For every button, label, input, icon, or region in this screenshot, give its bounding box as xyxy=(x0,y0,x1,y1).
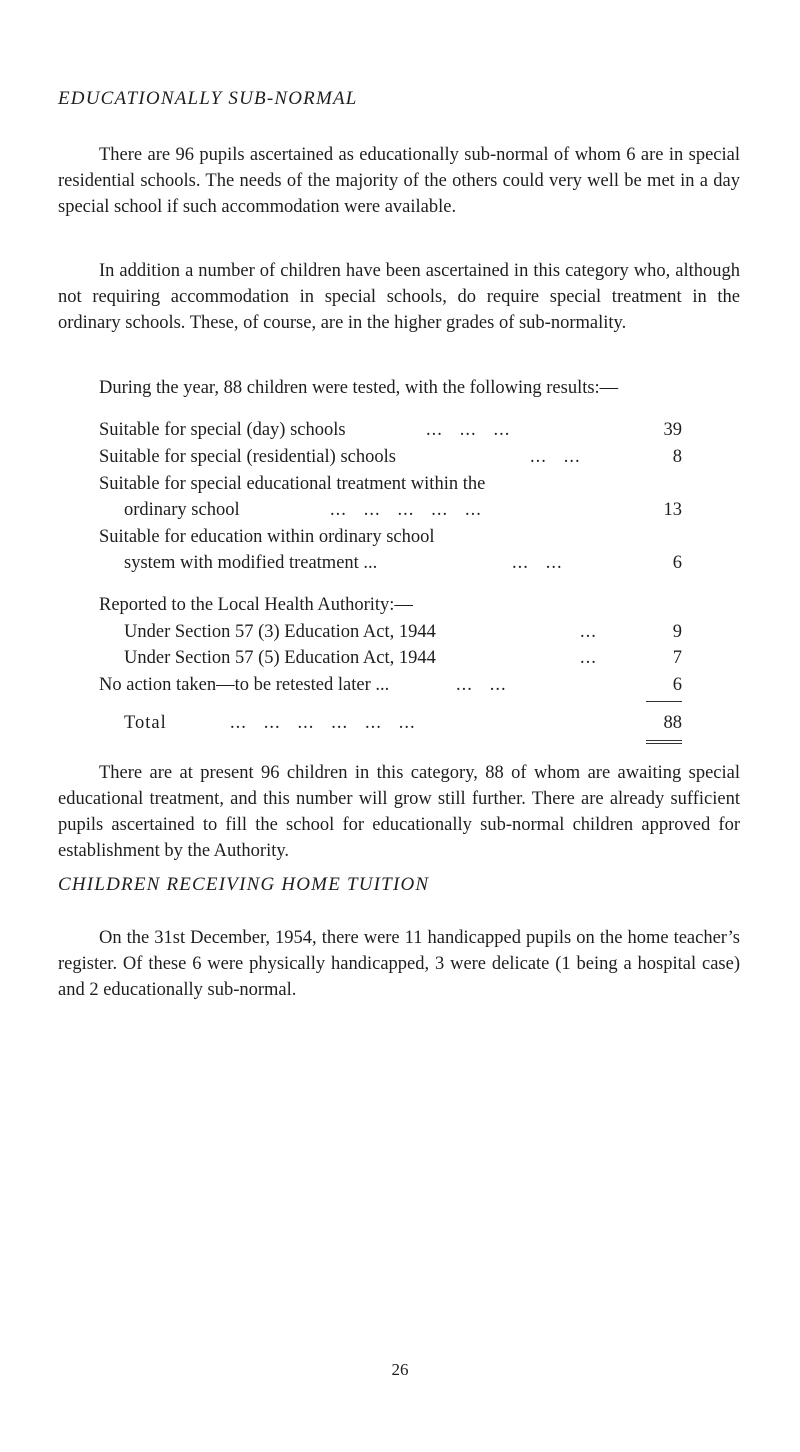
total-value: 88 xyxy=(663,713,682,733)
total-label: Total xyxy=(124,713,167,733)
reported-label: Under Section 57 (3) Education Act, 1944 xyxy=(124,622,436,642)
reported-heading: Reported to the Local Health Authority:— xyxy=(99,595,413,615)
leader-dots: ... ... xyxy=(512,553,563,573)
section-heading-home-tuition: CHILDREN RECEIVING HOME TUITION xyxy=(58,874,430,895)
result-label: Suitable for special (residential) schools xyxy=(99,447,396,467)
reported-value: 7 xyxy=(672,648,682,668)
paragraph-esn-tested: During the year, 88 children were tested, with the following results:— xyxy=(99,378,619,398)
no-action-label: No action taken—to be retested later ... xyxy=(99,675,390,695)
leader-dots: ... ... ... xyxy=(426,420,511,440)
result-value: 13 xyxy=(663,500,682,520)
paragraph-esn-awaiting: There are at present 96 children in this category, 88 of whom are awaiting special educational treatment, and this number will grow still further. There are already sufficient pupils ascertained to fill the school for educationally sub-normal children approved for establishment by the Authority. xyxy=(58,763,740,861)
result-label: Suitable for special educational treatment within the xyxy=(99,474,486,494)
leader-dots: ... ... xyxy=(456,675,507,695)
leader-dots: ... xyxy=(580,648,597,668)
reported-value: 9 xyxy=(672,622,682,642)
sum-rule xyxy=(646,701,682,702)
leader-dots: ... ... xyxy=(530,447,581,467)
no-action-value: 6 xyxy=(672,675,682,695)
page-number: 26 xyxy=(391,1360,409,1379)
result-value: 8 xyxy=(672,447,682,467)
total-double-rule-bottom xyxy=(646,743,682,744)
leader-dots: ... ... ... ... ... xyxy=(330,500,482,520)
leader-dots: ... ... ... ... ... ... xyxy=(230,713,416,733)
result-value: 39 xyxy=(663,420,682,440)
total-double-rule-top xyxy=(646,740,682,741)
reported-label: Under Section 57 (5) Education Act, 1944 xyxy=(124,648,436,668)
result-label: Suitable for education within ordinary school xyxy=(99,527,435,547)
result-label-continuation: ordinary school xyxy=(124,500,240,520)
paragraph-esn-additional: In addition a number of children have been ascertained in this category who, although not requiring accommodation in special schools, do require special treatment in the ordinary schools. These, of course, are in the higher grades of sub-normality. xyxy=(58,261,740,333)
result-label: Suitable for special (day) schools xyxy=(99,420,346,440)
result-label-continuation: system with modified treatment ... xyxy=(124,553,378,573)
section-heading-educationally-sub-normal: EDUCATIONALLY SUB-NORMAL xyxy=(58,88,358,109)
result-value: 6 xyxy=(672,553,682,573)
leader-dots: ... xyxy=(580,622,597,642)
paragraph-home-tuition: On the 31st December, 1954, there were 11 handicapped pupils on the home teacher’s register. Of these 6 were physically handicapped, 3 were delicate (1 being a hospital case) and 2 educationally sub-normal. xyxy=(58,928,740,1000)
paragraph-esn-intro: There are 96 pupils ascertained as educationally sub-normal of whom 6 are in special residential schools. The needs of the majority of the others could very well be met in a day special school if such accommodation were available. xyxy=(58,145,740,217)
